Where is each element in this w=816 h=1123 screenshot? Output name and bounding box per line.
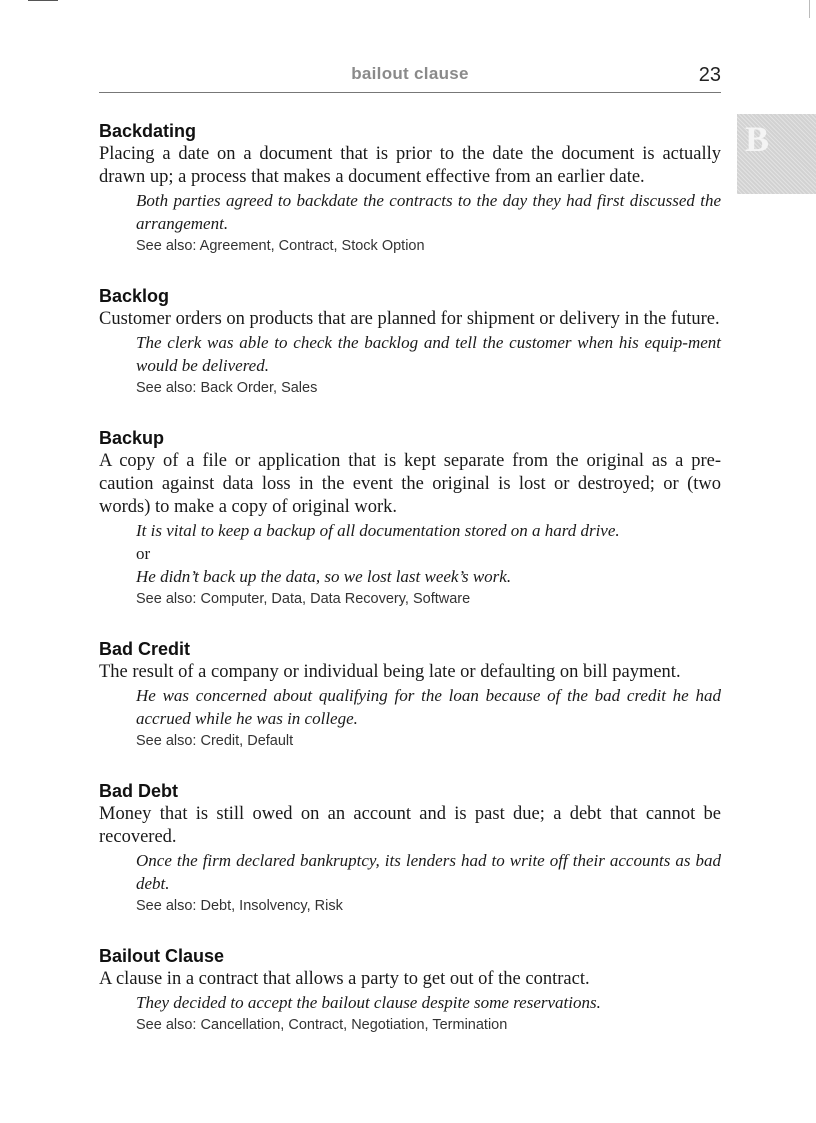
entry-term: Bad Credit	[99, 639, 191, 659]
glossary-entries	[99, 119, 721, 1063]
entry-example: It is vital to keep a backup of all documentation stored on a hard drive.	[136, 521, 620, 540]
entry-example: They decided to accept the bailout clause despite some reservations.	[136, 993, 601, 1012]
entry-example: He was concerned about qualifying for the loan because of the bad credit he had accrued while he was in college.	[136, 686, 721, 728]
entry-definition: A copy of a file or application that is kept separate from the original as a pre-caution against data loss in the event the original is lost or destroyed; or (two words) to make a copy of original work.	[99, 451, 721, 517]
entry-see-also: See also: Cancellation, Contract, Negotiation, Termination	[136, 1017, 508, 1033]
entry-term: Backlog	[99, 286, 170, 306]
entry-bailout-clause	[99, 944, 721, 1037]
entry-example-2: He didn’t back up the data, so we lost last week’s work.	[136, 567, 512, 586]
entry-backup	[99, 426, 721, 611]
entry-backlog	[99, 284, 721, 400]
entry-definition: Placing a date on a document that is prior to the date the document is actually drawn up; a process that makes a document effective from an earlier date.	[99, 144, 721, 187]
entry-definition: A clause in a contract that allows a party to get out of the contract.	[99, 969, 590, 989]
entry-definition: The result of a company or individual being late or defaulting on bill payment.	[99, 662, 681, 682]
entry-see-also: See also: Agreement, Contract, Stock Option	[136, 238, 425, 254]
page-number: 23	[698, 64, 721, 86]
entry-see-also: See also: Computer, Data, Data Recovery, Software	[136, 591, 471, 607]
entry-or-connector: or	[136, 544, 151, 563]
section-letter: B	[745, 119, 770, 159]
entry-see-also: See also: Credit, Default	[136, 733, 294, 749]
entry-backdating	[99, 119, 721, 258]
crop-mark	[28, 0, 58, 1]
section-thumb-tab	[737, 114, 816, 194]
crop-mark-right	[809, 0, 810, 18]
entry-example: Both parties agreed to backdate the contracts to the day they had first discussed the arrangement.	[136, 191, 721, 233]
entry-definition: Money that is still owed on an account and is past due; a debt that cannot be recovered.	[99, 804, 721, 847]
entry-term: Bad Debt	[99, 781, 179, 801]
entry-term: Bailout Clause	[99, 946, 225, 966]
entry-term: Backup	[99, 428, 165, 448]
entry-example: Once the firm declared bankruptcy, its lenders had to write off their accounts as bad debt.	[136, 851, 721, 893]
entry-bad-debt	[99, 779, 721, 918]
entry-definition: Customer orders on products that are planned for shipment or delivery in the future.	[99, 309, 720, 329]
entry-see-also: See also: Debt, Insolvency, Risk	[136, 898, 343, 914]
entry-bad-credit	[99, 637, 721, 753]
entry-see-also: See also: Back Order, Sales	[136, 380, 318, 396]
entry-term: Backdating	[99, 121, 197, 141]
entry-example: The clerk was able to check the backlog and tell the customer when his equip-ment would be delivered.	[136, 333, 721, 375]
running-head	[99, 62, 721, 93]
running-title: bailout clause	[351, 64, 469, 83]
